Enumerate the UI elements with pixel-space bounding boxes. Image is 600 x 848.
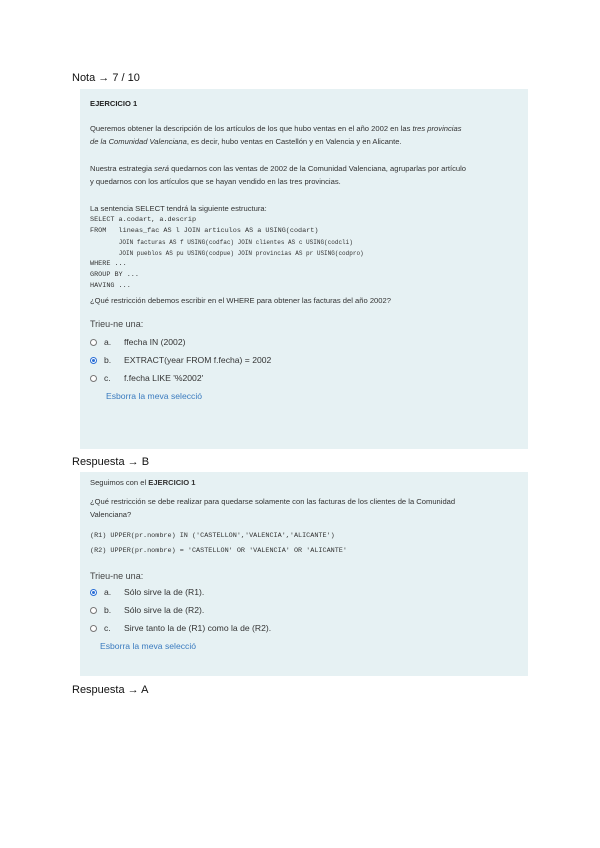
option-c[interactable]: c. f.fecha LIKE '%2002' [90, 369, 518, 387]
radio-button[interactable] [90, 625, 97, 632]
answer-1: Respuesta → B [72, 456, 150, 468]
r1-code: (R1) UPPER(pr.nombre) IN ('CASTELLON','VALENCIA','ALICANTE') [90, 532, 335, 540]
code-line: SELECT a.codart, a.descrip [90, 216, 197, 224]
answer-2: Respuesta → A [72, 684, 149, 696]
radio-button[interactable] [90, 375, 97, 382]
q1-paragraph-3: La sentencia SELECT tendrá la siguiente estructura: [90, 204, 267, 213]
question-card-2 [80, 472, 528, 676]
code-line: FROM lineas_fac AS l JOIN articulos AS a USING(codart) [90, 227, 319, 235]
radio-button[interactable] [90, 339, 97, 346]
q1-options [90, 333, 518, 387]
q2-intro: Seguimos con el EJERCICIO 1 [90, 478, 196, 487]
code-line: JOIN pueblos AS pu USING(codpue) JOIN provincias AS pr USING(codpro) [90, 250, 364, 257]
clear-selection-link[interactable]: Esborra la meva selecció [106, 391, 203, 401]
sql-code-block [90, 215, 518, 292]
choose-label: Trieu-ne una: [90, 319, 144, 329]
radio-button[interactable] [90, 607, 97, 614]
option-c[interactable]: c. Sirve tanto la de (R1) como la de (R2). [90, 619, 518, 637]
clear-selection-link[interactable]: Esborra la meva selecció [100, 641, 197, 651]
code-line: WHERE ... [90, 260, 127, 268]
q1-paragraph-2: Nuestra estrategia será quedarnos con las ventas de 2002 de la Comunidad Valenciana, agruparlas por artículo y quedarnos con los artículos que se hayan vendido en las tres provincias. [90, 164, 467, 186]
choose-label: Trieu-ne una: [90, 571, 144, 581]
q1-paragraph-1: Queremos obtener la descripción de los artículos de los que hubo ventas en el año 2002 en las tres provincias de la Comunidad Valenciana, es decir, hubo ventas en Castellón y en Valencia y en Alicante. [90, 124, 462, 146]
option-b[interactable]: b. EXTRACT(year FROM f.fecha) = 2002 [90, 351, 518, 369]
grade-note: Nota → 7 / 10 [72, 72, 140, 84]
code-line: HAVING ... [90, 282, 131, 290]
r2-code: (R2) UPPER(pr.nombre) = 'CASTELLON' OR 'VALENCIA' OR 'ALICANTE' [90, 547, 347, 555]
q2-question: ¿Qué restricción se debe realizar para quedarse solamente con las facturas de los clientes de la Comunidad Valenciana? [90, 497, 456, 519]
code-line: GROUP BY ... [90, 271, 139, 279]
question-card-1 [80, 89, 528, 449]
option-b[interactable]: b. Sólo sirve la de (R2). [90, 601, 518, 619]
option-a[interactable]: a. ffecha IN (2002) [90, 333, 518, 351]
code-line: JOIN facturas AS f USING(codfac) JOIN clientes AS c USING(codcli) [90, 239, 353, 246]
option-a[interactable]: a. Sólo sirve la de (R1). [90, 583, 518, 601]
q2-options [90, 583, 518, 637]
radio-button-selected[interactable] [90, 357, 97, 364]
q1-question: ¿Qué restricción debemos escribir en el WHERE para obtener las facturas del año 2002? [90, 296, 391, 305]
radio-button-selected[interactable] [90, 589, 97, 596]
exercise-title: EJERCICIO 1 [90, 99, 138, 108]
